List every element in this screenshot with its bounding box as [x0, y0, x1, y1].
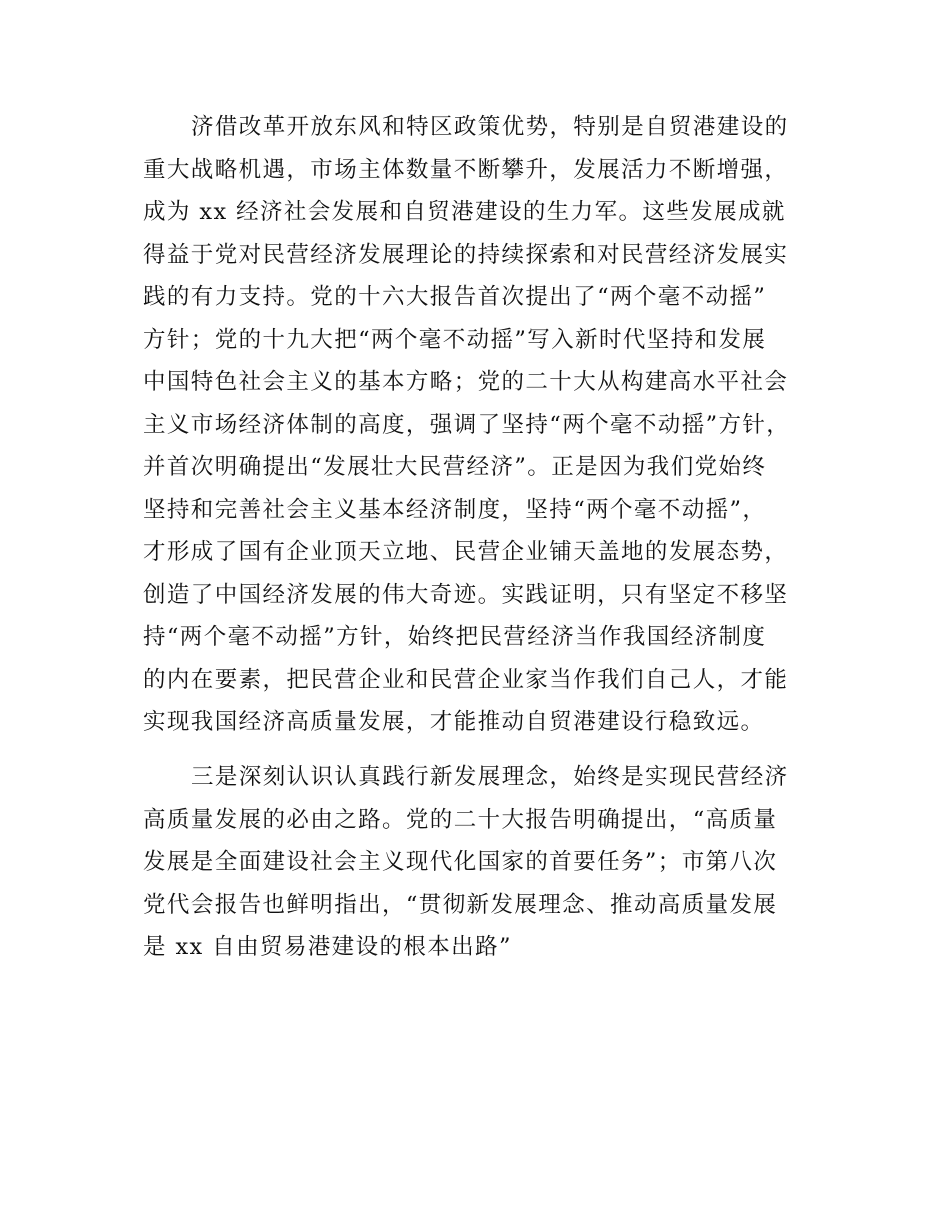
paragraph-2: [143, 756, 823, 969]
paragraph-line: 中国特色社会主义的基本方略；党的二十大从构建高水平社会: [143, 369, 789, 395]
paragraph-line: 是 xx 自由贸易港建设的根本出路”: [143, 934, 512, 960]
paragraph-line: 济借改革开放东风和特区政策优势，特别是自贸港建设的: [191, 114, 789, 140]
paragraph-line: 创造了中国经济发展的伟大奇迹。实践证明，只有坚定不移坚: [143, 581, 789, 608]
paragraph-line: 方针；党的十九大把“两个毫不动摇”写入新时代坚持和发展: [143, 326, 767, 353]
paragraph-line: 坚持和完善社会主义基本经济制度，坚持“两个毫不动摇”，: [143, 496, 767, 523]
paragraph-line: 成为 xx 经济社会发展和自贸港建设的生力军。这些发展成就: [143, 199, 786, 225]
paragraph-line: 高质量发展的必由之路。党的二十大报告明确提出，“高质量: [143, 806, 778, 833]
paragraph-line: 实现我国经济高质量发展，才能推动自贸港建设行稳致远。: [143, 709, 765, 735]
paragraph-line: 得益于党对民营经济发展理论的持续探索和对民营经济发展实: [143, 241, 789, 268]
paragraph-1: [143, 106, 823, 744]
paragraph-line: 才形成了国有企业顶天立地、民营企业铺天盖地的发展态势，: [143, 539, 789, 565]
paragraph-line: 三是深刻认识认真践行新发展理念，始终是实现民营经济: [191, 764, 789, 790]
paragraph-line: 并首次明确提出“发展壮大民营经济”。正是因为我们党始终: [143, 454, 767, 480]
paragraph-line: 发展是全面建设社会主义现代化国家的首要任务”；市第八次: [143, 849, 778, 875]
paragraph-line: 持“两个毫不动摇”方针，始终把民营经济当作我国经济制度: [143, 624, 767, 650]
paragraph-line: 的内在要素，把民营企业和民营企业家当作我们自己人，才能: [143, 666, 789, 693]
paragraph-line: 重大战略机遇，市场主体数量不断攀升，发展活力不断增强，: [143, 156, 789, 183]
paragraph-line: 践的有力支持。党的十六大报告首次提出了“两个毫不动摇”: [143, 284, 767, 310]
paragraph-line: 主义市场经济体制的高度，强调了坚持“两个毫不动摇”方针，: [143, 411, 791, 438]
paragraph-line: 党代会报告也鲜明指出，“贯彻新发展理念、推动高质量发展: [143, 891, 778, 918]
